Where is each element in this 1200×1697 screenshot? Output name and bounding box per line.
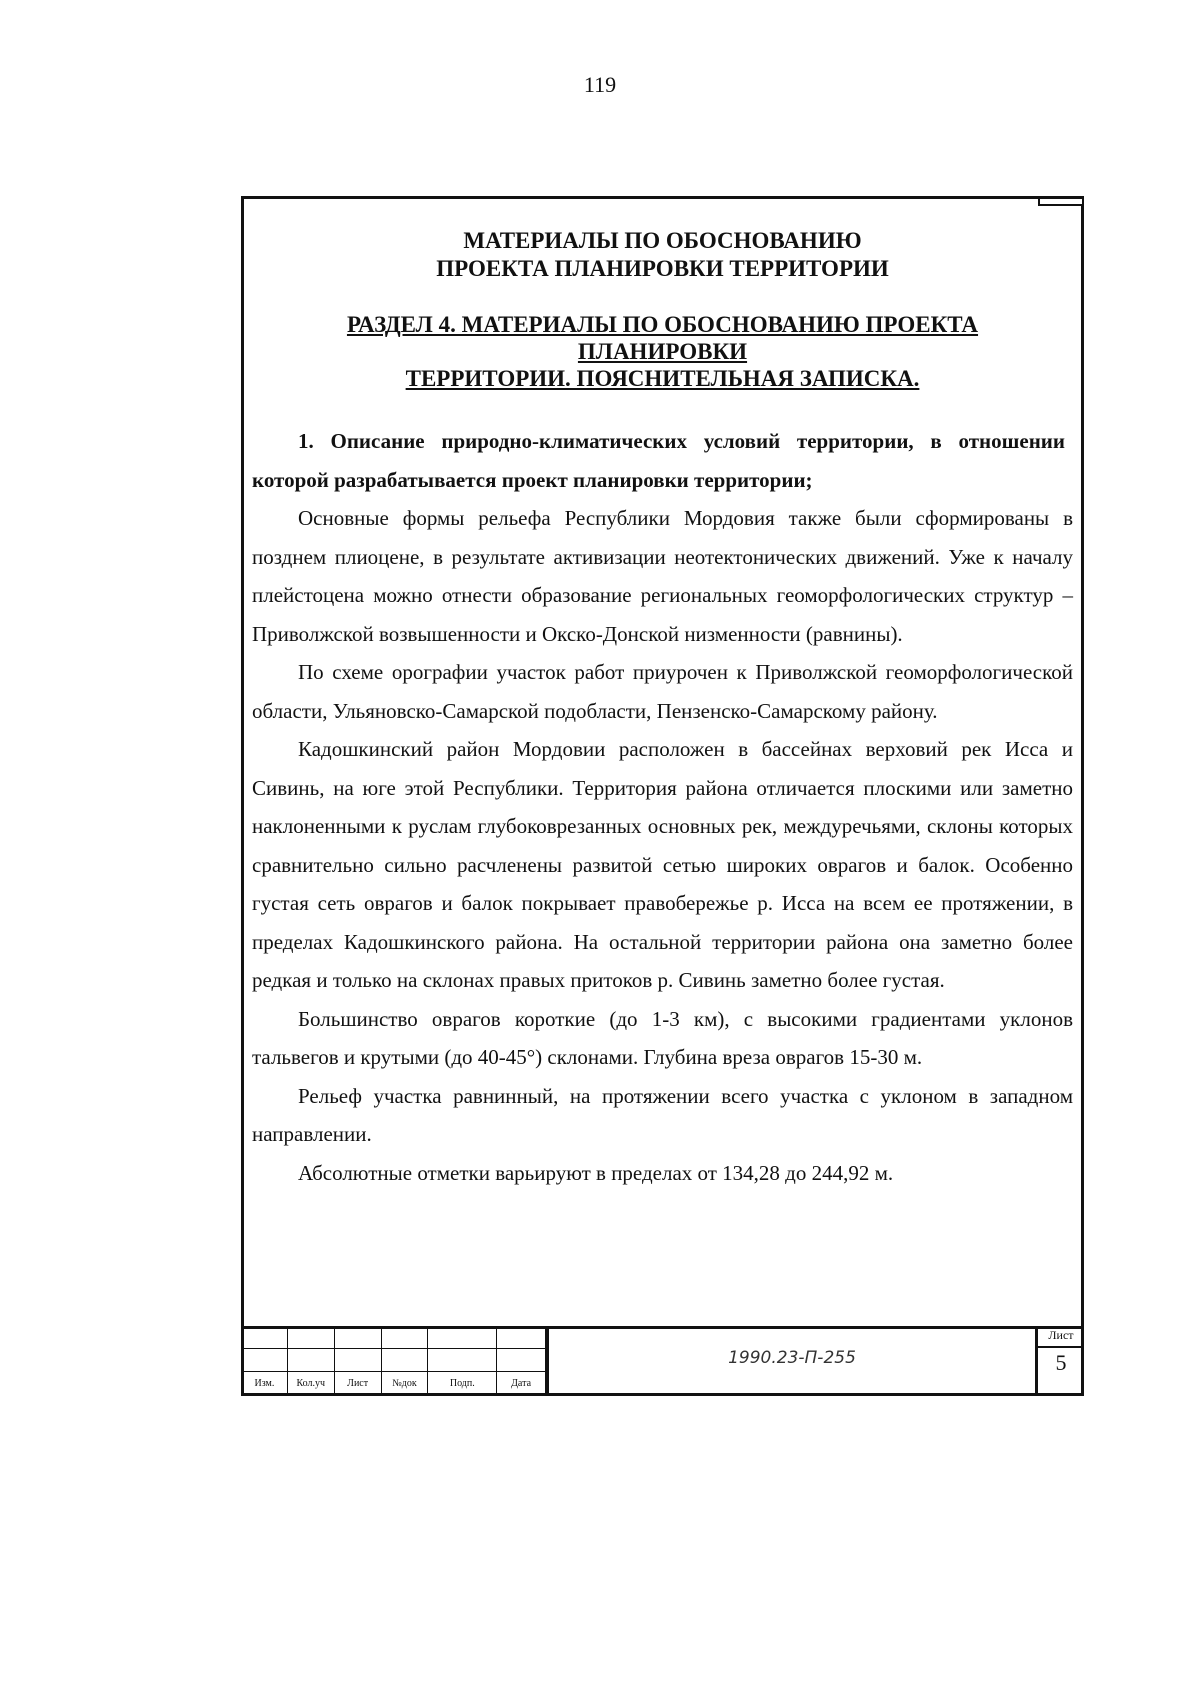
title-block-top-rule — [241, 1326, 1084, 1329]
paragraph-orography: По схеме орографии участок работ приурочен к Приволжской геоморфологической области, Ульяновско-Самарской подобласти, Пензенско-Самарскому району. — [252, 660, 1073, 723]
paragraph-elevations: Абсолютные отметки варьируют в пределах от 134,28 до 244,92 м. — [298, 1160, 894, 1185]
stamp-col-date: Дата — [497, 1371, 546, 1395]
section-title — [252, 311, 1073, 392]
sheet-label: Лист — [1038, 1328, 1084, 1348]
paragraph-site-relief: Рельеф участка равнинный, на протяжении всего участка с уклоном в западном направлении. — [252, 1083, 1073, 1146]
sheet-number: 5 — [1055, 1350, 1067, 1375]
paragraph-ravines: Большинство оврагов короткие (до 1-3 км), с высокими градиентами уклонов тальвегов и крутыми (до 40-45°) склонами. Глубина вреза оврагов 15-30 м. — [252, 1006, 1073, 1069]
frame-corner-tab — [1038, 196, 1084, 206]
main-title — [252, 227, 1073, 283]
stamp-col-change: Изм. — [242, 1371, 288, 1395]
revision-grid — [241, 1326, 546, 1396]
sheet-box — [1035, 1326, 1084, 1396]
stamp-col-doc-number: №док — [381, 1371, 428, 1395]
paragraph-relief-forms: Основные формы рельефа Республики Мордовия также были сформированы в позднем плиоцене, в результате активизации неотектонических движений. Уже к началу плейстоцена можно отнести образование региональных геоморфологических структур – Приволжской возвышенности и Окско-Донской низменности (равнины). — [252, 506, 1073, 646]
stamp-col-count: Кол.уч — [287, 1371, 334, 1395]
document-code: 1990.23-П-255 — [728, 1348, 856, 1368]
subsection-heading: 1. Описание природно-климатических условий территории, в отношении которой разрабатывается проект планировки территории; — [252, 429, 1065, 492]
stamp-col-signature: Подп. — [428, 1371, 497, 1395]
section-title-line-2: ТЕРРИТОРИИ. ПОЯСНИТЕЛЬНАЯ ЗАПИСКА. — [405, 366, 920, 391]
title-block — [241, 1326, 1084, 1396]
main-title-line-1: МАТЕРИАЛЫ ПО ОБОСНОВАНИЮ — [463, 228, 862, 253]
main-title-line-2: ПРОЕКТА ПЛАНИРОВКИ ТЕРРИТОРИИ — [436, 256, 889, 281]
drawing-frame — [241, 196, 1084, 1396]
frame-content — [252, 227, 1073, 1192]
stamp-col-sheet: Лист — [334, 1371, 381, 1395]
page-number: 119 — [583, 72, 617, 97]
section-title-line-1: РАЗДЕЛ 4. МАТЕРИАЛЫ ПО ОБОСНОВАНИЮ ПРОЕКТА ПЛАНИРОВКИ — [346, 312, 979, 364]
paragraph-district: Кадошкинский район Мордовии расположен в бассейнах верховий рек Исса и Сивинь, на юге этой Республики. Территория района отличается плоскими или заметно наклоненными к руслам глубоковрезанных основных рек, междуречьями, склоны которых сравнительно сильно расчленены развитой сетью широких оврагов и балок. Особенно густая сеть оврагов и балок покрывает правобережье р. Исса на всем ее протяжении, в пределах Кадошкинского района. На остальной территории района она заметно более редкая и только на склонах правых притоков р. Сивинь заметно более густая. — [252, 737, 1073, 992]
